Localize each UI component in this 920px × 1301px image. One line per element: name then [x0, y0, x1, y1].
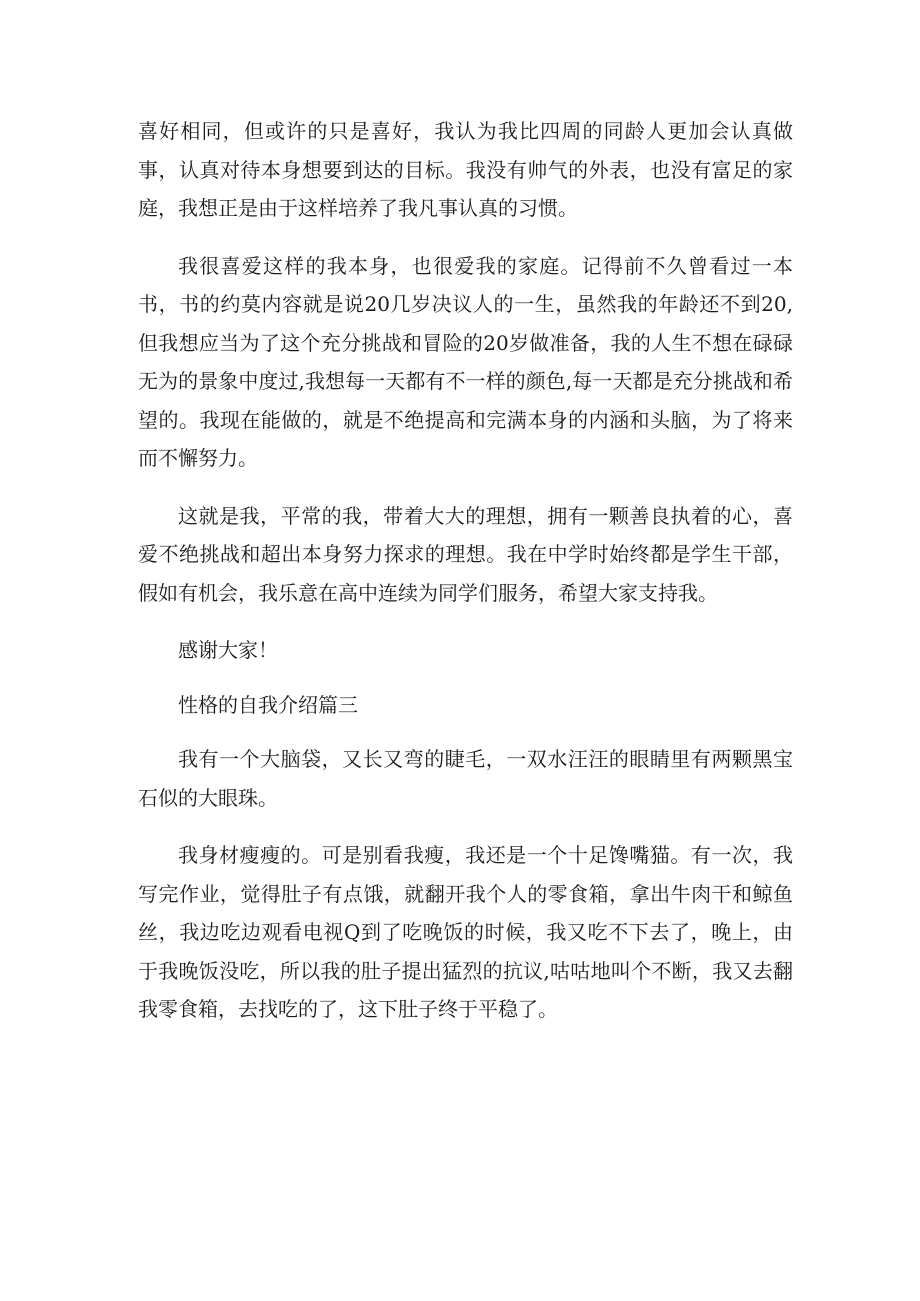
document-body	[138, 112, 793, 1048]
paragraph-continuation: 喜好相同，但或许的只是喜好，我认为我比四周的同龄人更加会认真做事，认真对待本身想要到达的目标。我没有帅气的外表，也没有富足的家庭，我想正是由于这样培养了我凡事认真的习惯。	[138, 119, 793, 220]
paragraph-family: 我很喜爱这样的我本身，也很爱我的家庭。记得前不久曾看过一本书，书的约莫内容就是说20几岁决议人的一生，虽然我的年龄还不到20,但我想应当为了这个充分挑战和冒险的20岁做准备，我的人生不想在碌碌无为的景象中度过,我想每一天都有不一样的颜色,每一天都是充分挑战和希望的。我现在能做的，就是不绝提高和完满本身的内涵和头脑，为了将来而不懈努力。	[138, 253, 793, 470]
paragraph-snacks: 我身材瘦瘦的。可是别看我瘦，我还是一个十足馋嘴猫。有一次，我写完作业，觉得肚子有点饿，就翻开我个人的零食箱，拿出牛肉干和鲸鱼丝，我边吃边观看电视Q到了吃晚饭的时候，我又吃不下去了，晚上，由于我晚饭没吃，所以我的肚子提出猛烈的抗议,咕咕地叫个不断，我又去翻我零食箱，去找吃的了，这下肚子终于平稳了。	[138, 843, 793, 1021]
paragraph-ideals: 这就是我，平常的我，带着大大的理想，拥有一颗善良执着的心，喜爱不绝挑战和超出本身努力探求的理想。我在中学时始终都是学生干部，假如有机会，我乐意在高中连续为同学们服务，希望大家支持我。	[138, 503, 793, 605]
paragraph-thanks: 感谢大家！	[178, 638, 278, 662]
paragraph-appearance: 我有一个大脑袋，又长又弯的睫毛，一双水汪汪的眼睛里有两颗黑宝石似的大眼珠。	[138, 747, 793, 810]
section-heading: 性格的自我介绍篇三	[178, 692, 358, 717]
